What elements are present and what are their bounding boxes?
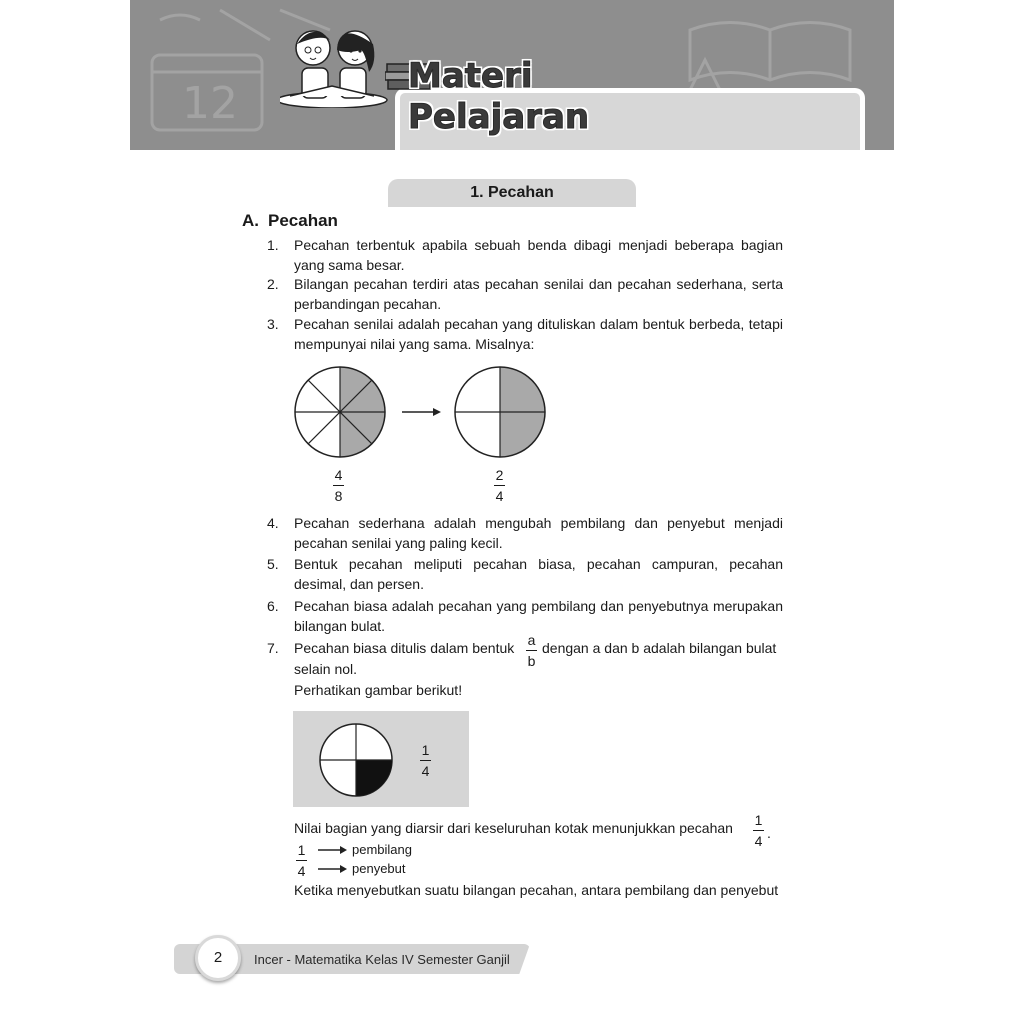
fraction-numerator: 4: [334, 467, 343, 483]
arrow-icon: [402, 408, 441, 416]
item-text: Bilangan pecahan terdiri atas pecahan senilai dan pecahan sederhana, serta perbandingan pecahan.: [294, 276, 783, 312]
arrow-right-icon: [318, 865, 347, 873]
section-letter: A.: [242, 211, 259, 230]
fraction-bar: [526, 650, 537, 651]
list-item: [267, 513, 783, 553]
fraction-bar: [494, 485, 505, 486]
circle-one-quarter: [318, 722, 394, 798]
item-text: Pecahan sederhana adalah mengubah pembilang dan penyebut menjadi pecahan senilai yang paling kecil.: [294, 515, 783, 551]
item7-text-after: dengan a dan b adalah bilangan bulat: [542, 640, 777, 656]
fraction-a-over-b: [526, 632, 537, 669]
item-text: Bentuk pecahan meliputi pecahan biasa, pecahan campuran, pecahan desimal, dan persen.: [294, 556, 783, 592]
arrow-right-icon: [318, 846, 347, 854]
fraction-bar: [753, 830, 764, 831]
item-text: Pecahan terbentuk apabila sebuah benda dibagi menjadi beberapa bagian yang sama besar.: [294, 237, 783, 273]
item7-line1: [294, 638, 514, 658]
fraction-label: [420, 742, 431, 779]
fraction-numerator: 1: [754, 812, 763, 828]
fraction-numerator: 1: [297, 842, 306, 858]
explanation-sentence: Nilai bagian yang diarsir dari keseluruhan kotak menunjukkan pecahan: [294, 820, 733, 836]
fraction-denominator: 8: [334, 488, 343, 504]
list-item: [267, 314, 783, 354]
fraction-bar: [296, 860, 307, 861]
item-number: 6.: [267, 598, 279, 614]
item7-line2: selain nol.: [294, 661, 358, 677]
page-number: 2: [195, 935, 241, 981]
fraction-bar: [333, 485, 344, 486]
period: .: [767, 825, 771, 841]
item-number: 3.: [267, 316, 279, 332]
pointer-arrows: [318, 843, 348, 875]
list-item: [267, 274, 783, 314]
page-banner-title: [408, 56, 589, 138]
students-illustration: [280, 18, 390, 108]
item7-text-before: Pecahan biasa ditulis dalam bentuk: [294, 640, 515, 656]
explanation-fraction: [753, 812, 764, 849]
circle-quarters: [455, 367, 545, 457]
banner-title-line2: Pelajaran: [408, 97, 590, 137]
fraction-label-left: [333, 467, 344, 504]
item-number: 7.: [267, 640, 279, 656]
section-title: Pecahan: [268, 211, 338, 230]
fraction-numerator: a: [527, 632, 536, 648]
fraction-numerator: 1: [421, 742, 430, 758]
banner-title-line1: Materi: [408, 56, 533, 96]
fraction-denominator: b: [527, 653, 536, 669]
list-item: [267, 554, 783, 594]
item-number: 2.: [267, 276, 279, 292]
fraction-denominator: 4: [495, 488, 504, 504]
section-heading: [242, 210, 338, 232]
labeled-fraction: [296, 842, 307, 879]
item-text: Pecahan senilai adalah pecahan yang dituliskan dalam bentuk berbeda, tetapi mempunyai nilai yang sama. Misalnya:: [294, 316, 783, 352]
list-item: [267, 596, 783, 636]
fraction-denominator: 4: [297, 863, 306, 879]
fraction-numerator: 2: [495, 467, 504, 483]
svg-text:12: 12: [182, 78, 238, 129]
fraction-label-right: [494, 467, 505, 504]
item-number: 5.: [267, 556, 279, 572]
equivalent-fractions-figure: [290, 362, 552, 464]
paragraph-continues: Ketika menyebutkan suatu bilangan pecahan, antara pembilang dan penyebut: [294, 882, 779, 898]
item7-line3: Perhatikan gambar berikut!: [294, 682, 463, 698]
denominator-label: penyebut: [352, 861, 406, 876]
numerator-label: pembilang: [352, 842, 412, 857]
item-number: 4.: [267, 515, 279, 531]
chapter-tab: 1. Pecahan: [388, 179, 636, 207]
fraction-denominator: 4: [421, 763, 430, 779]
item-number: 1.: [267, 237, 279, 253]
fraction-denominator: 4: [754, 833, 763, 849]
circle-eighths: [295, 367, 385, 457]
list-item: [267, 235, 783, 275]
fraction-bar: [420, 760, 431, 761]
item-text: Pecahan biasa adalah pecahan yang pembilang dan penyebutnya merupakan bilangan bulat.: [294, 598, 783, 634]
book-title: Incer - Matematika Kelas IV Semester Ganjil: [254, 952, 510, 967]
